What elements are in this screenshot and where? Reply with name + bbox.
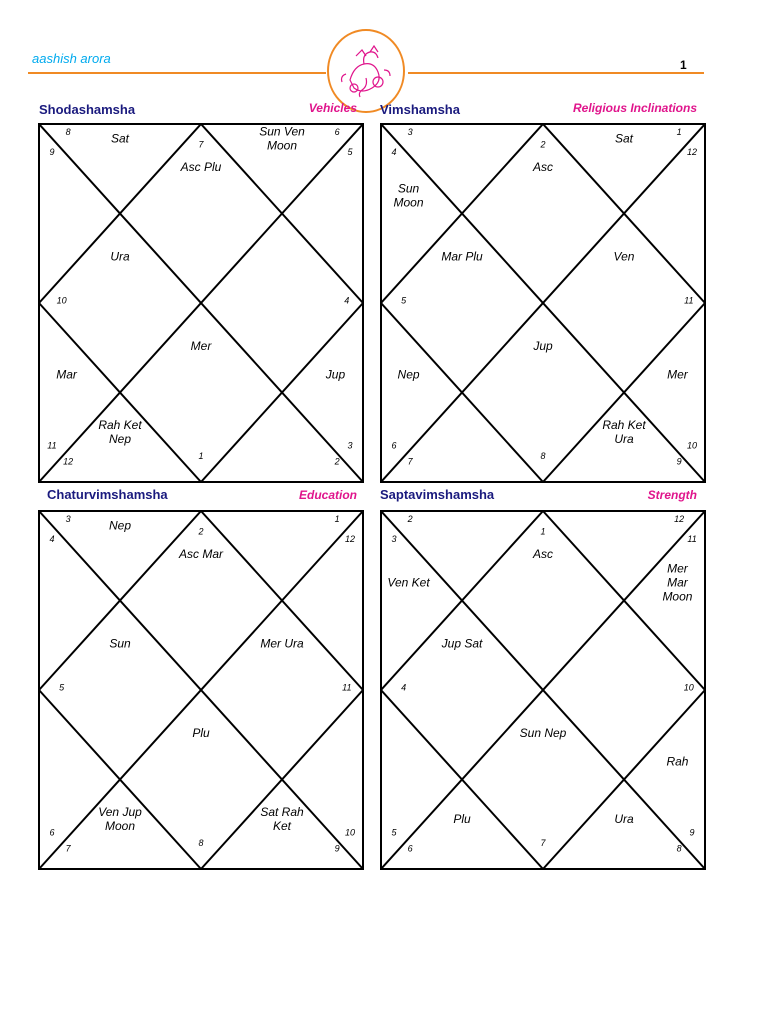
house-number-4: 4 — [401, 682, 407, 693]
house-2-planets: Sat — [110, 131, 130, 146]
house-6-planets: Plu — [453, 811, 471, 826]
house-7-planets: Plu — [192, 725, 210, 740]
house-6-planets: Nep — [108, 431, 132, 446]
chart-vimshamsha — [381, 124, 705, 482]
house-10-planets: Mer Ura — [260, 636, 304, 651]
chart-title-chaturvimshamsha: Chaturvimshamsha — [47, 487, 168, 502]
house-3-planets: Sun — [397, 181, 420, 196]
house-number-9: 10 — [345, 827, 356, 838]
house-number-12: 1 — [676, 127, 682, 138]
house-3-planets: Ven Ket — [387, 575, 430, 590]
house-8-planets: Ket — [272, 818, 292, 833]
house-12-planets: Moon — [266, 138, 298, 153]
house-number-11: 12 — [345, 533, 356, 544]
chart-subtitle-vehicles: Vehicles — [308, 101, 357, 115]
header-rule-right — [408, 72, 704, 74]
house-number-7: 1 — [198, 451, 204, 462]
house-12-planets: Sat — [614, 131, 634, 146]
chart-subtitle-education: Education — [298, 488, 357, 502]
chart-chaturvimshamsha — [39, 511, 363, 869]
house-number-3: 3 — [391, 533, 397, 544]
house-number-6: 6 — [407, 843, 413, 854]
house-number-4: 5 — [401, 295, 407, 306]
house-5-planets: Nep — [397, 367, 420, 382]
house-number-5: 11 — [47, 440, 57, 451]
house-number-10: 10 — [683, 682, 694, 693]
chart-title-saptavimshamsha: Saptavimshamsha — [380, 487, 495, 502]
house-number-2: 2 — [407, 514, 413, 525]
house-4-planets: Sun — [109, 636, 131, 651]
house-4-planets: Jup Sat — [441, 636, 483, 651]
house-11-planets: Mer — [667, 561, 688, 576]
house-number-1: 2 — [540, 139, 546, 150]
house-number-3: 4 — [49, 533, 55, 544]
house-8-planets: Ura — [614, 431, 634, 446]
house-number-7: 8 — [540, 451, 546, 462]
house-8-planets: Rah Ket — [602, 417, 646, 432]
house-7-planets: Jup — [533, 338, 553, 353]
house-number-2: 3 — [65, 514, 71, 525]
house-number-1: 1 — [540, 526, 546, 537]
house-number-8: 2 — [334, 456, 340, 467]
house-number-12: 6 — [334, 127, 340, 138]
house-number-11: 12 — [687, 146, 698, 157]
house-4-planets: Mar Plu — [441, 249, 483, 264]
house-7-planets: Sun Nep — [519, 725, 567, 740]
house-number-12: 12 — [674, 514, 685, 525]
house-number-3: 9 — [49, 146, 55, 157]
house-6-planets: Ven Jup — [98, 804, 142, 819]
house-number-9: 10 — [687, 440, 698, 451]
house-number-4: 5 — [59, 682, 65, 693]
house-1-planets: Asc Plu — [180, 159, 222, 174]
house-1-planets: Asc Mar — [178, 546, 224, 561]
house-number-8: 8 — [676, 843, 682, 854]
house-number-1: 2 — [198, 526, 204, 537]
house-6-planets: Moon — [104, 818, 136, 833]
house-number-9: 3 — [347, 440, 353, 451]
house-number-7: 8 — [198, 838, 204, 849]
chart-saptavimshamsha — [381, 511, 705, 869]
house-number-4: 10 — [56, 295, 67, 306]
house-2-planets: Nep — [108, 518, 132, 533]
house-number-5: 5 — [391, 827, 397, 838]
house-10-planets: Ven — [613, 249, 635, 264]
house-11-planets: Mar — [667, 575, 688, 590]
header-rule-left — [28, 72, 326, 74]
house-number-11: 5 — [347, 146, 353, 157]
house-9-planets: Jup — [325, 367, 346, 382]
house-9-planets: Mer — [667, 367, 688, 382]
house-number-6: 7 — [65, 843, 71, 854]
house-number-8: 9 — [676, 456, 682, 467]
house-number-8: 9 — [334, 843, 340, 854]
house-5-planets: Mar — [56, 367, 77, 382]
house-number-1: 7 — [198, 139, 204, 150]
author-name: aashish arora — [32, 51, 111, 66]
house-11-planets: Moon — [662, 589, 693, 604]
chart-shodashamsha — [39, 124, 363, 482]
house-number-10: 11 — [342, 682, 352, 693]
house-3-planets: Moon — [393, 195, 424, 210]
house-number-5: 6 — [391, 440, 397, 451]
house-number-9: 9 — [689, 827, 695, 838]
chart-subtitle-religious-inclinations: Religious Inclinations — [572, 101, 697, 115]
house-number-10: 11 — [684, 295, 694, 306]
house-number-6: 7 — [407, 456, 413, 467]
house-4-planets: Ura — [110, 249, 130, 264]
page-number: 1 — [680, 58, 687, 72]
chart-subtitle-strength: Strength — [647, 488, 697, 502]
house-6-planets: Rah Ket — [98, 417, 142, 432]
house-number-10: 4 — [344, 295, 350, 306]
house-1-planets: Asc — [532, 546, 554, 561]
house-number-7: 7 — [540, 838, 546, 849]
house-number-5: 6 — [49, 827, 55, 838]
chart-title-shodashamsha: Shodashamsha — [39, 102, 136, 117]
house-9-planets: Rah — [666, 754, 689, 769]
house-number-2: 8 — [65, 127, 71, 138]
house-number-12: 1 — [334, 514, 340, 525]
house-number-11: 11 — [687, 533, 697, 544]
house-8-planets: Ura — [614, 811, 634, 826]
house-number-6: 12 — [63, 456, 74, 467]
house-7-planets: Mer — [190, 338, 212, 353]
chart-title-vimshamsha: Vimshamsha — [380, 102, 460, 117]
house-12-planets: Sun Ven — [259, 124, 305, 139]
house-8-planets: Sat Rah — [260, 804, 304, 819]
house-1-planets: Asc — [532, 159, 554, 174]
house-number-3: 4 — [391, 146, 397, 157]
house-number-2: 3 — [407, 127, 413, 138]
